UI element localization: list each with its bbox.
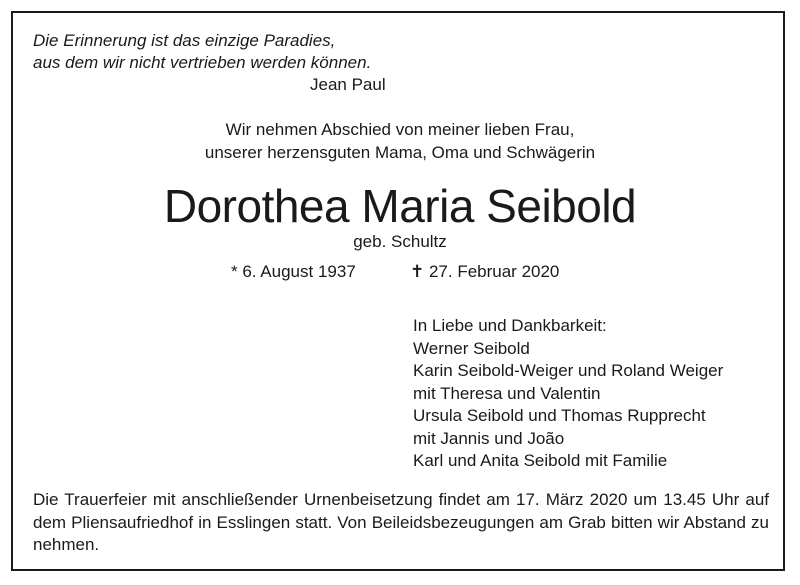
death-date: ✝ 27. Februar 2020 bbox=[410, 262, 560, 281]
mourner-line: Ursula Seibold und Thomas Rupprecht bbox=[413, 406, 706, 425]
intro-line: Wir nehmen Abschied von meiner lieben Frau, bbox=[225, 120, 575, 139]
mourner-line: mit Jannis und João bbox=[413, 428, 565, 448]
birth-name: geb. Schultz bbox=[353, 232, 447, 251]
farewell-intro bbox=[0, 118, 800, 164]
motto-line: aus dem wir nicht vertrieben werden können. bbox=[33, 53, 372, 72]
mourner-line: Werner Seibold bbox=[413, 338, 530, 358]
notice-border bbox=[11, 11, 785, 571]
birth-date: * 6. August 1937 bbox=[231, 262, 356, 281]
motto-line: Die Erinnerung ist das einzige Paradies, bbox=[33, 31, 336, 50]
mourners-heading: In Liebe und Dankbarkeit: bbox=[413, 316, 607, 335]
deceased-name: Dorothea Maria Seibold bbox=[163, 180, 637, 232]
funeral-notice: Die Trauerfeier mit anschließender Urnenbeisetzung findet am 17. März 2020 um 13.45 Uhr auf dem Pliensaufriedhof in Esslingen statt. Von Beileidsbezeugungen am Grab bitten wir Abstand zu nehmen. bbox=[33, 490, 769, 554]
motto-quote bbox=[33, 30, 386, 94]
intro-line: unserer herzensguten Mama, Oma und Schwägerin bbox=[204, 143, 596, 162]
mourner-line: mit Theresa und Valentin bbox=[413, 383, 601, 403]
mourner-line: Karl und Anita Seibold mit Familie bbox=[413, 451, 668, 470]
motto-author: Jean Paul bbox=[310, 75, 386, 94]
mourner-line: Karin Seibold-Weiger und Roland Weiger bbox=[413, 361, 724, 380]
mourners-list bbox=[413, 315, 723, 473]
